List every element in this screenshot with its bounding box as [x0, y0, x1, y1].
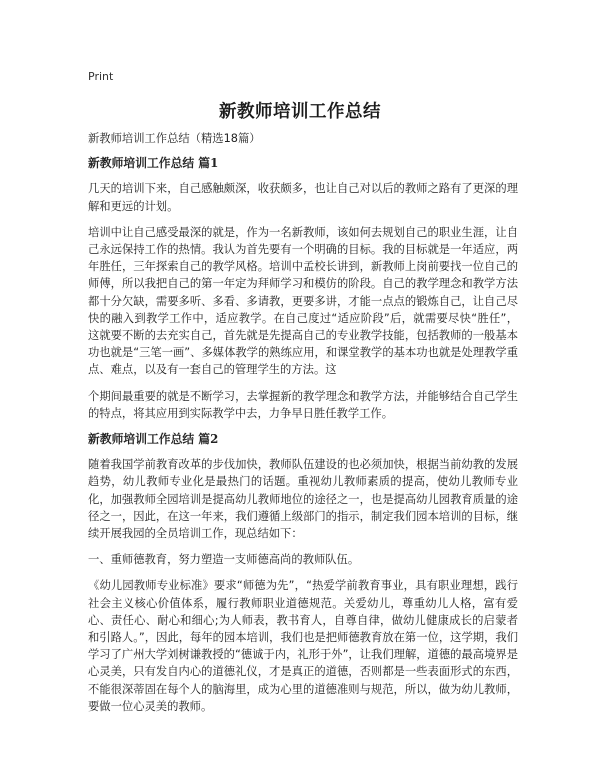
paragraph: 个期间最重要的就是不断学习，去掌握新的教学理念和教学方法，并能够结合自己学生的特点，将其应用到实际教学中去，力争早日胜任教学工作。	[88, 389, 518, 420]
paragraph: 几天的培训下来，自己感触颇深，收获颇多，也让自己对以后的教师之路有了更深的理解和更远的计划。	[88, 182, 518, 213]
document-body	[88, 130, 518, 724]
section-heading-1: 新教师培训工作总结 篇1	[88, 156, 219, 171]
paragraph: 一、重师德教育，努力塑造一支师德高尚的教师队伍。	[88, 553, 360, 567]
page-title: 新教师培训工作总结	[219, 102, 381, 122]
section-heading-2: 新教师培训工作总结 篇2	[88, 432, 219, 447]
paragraph: 培训中让自己感受最深的就是，作为一名新教师，该如何去规划自己的职业生涯，让自己永远保持工作的热情。我认为首先要有一个明确的目标。我的目标就是一年适应，两年胜任，三年探索自己的教学风格。培训中孟校长讲到，新教师上岗前要找一位自己的师傅，所以我把自己的第一年定为拜师学习和模仿的阶段。自己的教学理念和教学方法都十分欠缺，需要多听、多看、多请教，更要多讲，才能一点点的锻炼自己，让自己尽快的融入到教学工作中，适应教学。在自己度过“适应阶段”后，就需要尽快“胜任”，这就要不断的去充实自己，首先就是先提高自己的专业教学技能，包括教师的一般基本功也就是“三笔一画”、多媒体教学的熟练应用，和课堂教学的基本功也就是处理教学重点、难点，以及有一套自己的管理学生的方法。这	[88, 225, 518, 377]
document-subtitle: 新教师培训工作总结（精选18篇）	[88, 132, 261, 145]
paragraph: 随着我国学前教育改革的步伐加快，教师队伍建设的也必须加快，根据当前幼教的发展趋势，幼儿教师专业化是最热门的话题。重视幼儿教师素质的提高，使幼儿教师专业化，加强教师全园培训是提高幼儿教师地位的途径之一，也是提高幼儿园教育质量的途径之一，因此，在这一年来，我们遵循上级部门的指示，制定我们园本培训的目标，继续开展我园的全员培训工作，现总结如下：	[88, 458, 518, 541]
print-label: Print	[88, 70, 114, 83]
paragraph: 《幼儿园教师专业标准》要求“师德为先”，“热爱学前教育事业，具有职业理想，践行社会主义核心价值体系，履行教师职业道德规范。关爱幼儿，尊重幼儿人格，富有爱心、责任心、耐心和细心;为人师表，教书育人，自尊自律，做幼儿健康成长的启蒙者和引路人。”，因此，每年的园本培训，我们也是把师德教育放在第一位，这学期，我们学习了广州大学刘树谦教授的“德诚于内，礼形于外”，让我们理解，道德的最高境界是心灵美，只有发自内心的道德礼仪，才是真正的道德，否则都是一些表面形式的东西，不能很深蒂固在每个人的脑海里，成为心里的道德准则与规范，所以，做为幼儿教师，要做一位心灵美的教师。	[88, 579, 518, 713]
